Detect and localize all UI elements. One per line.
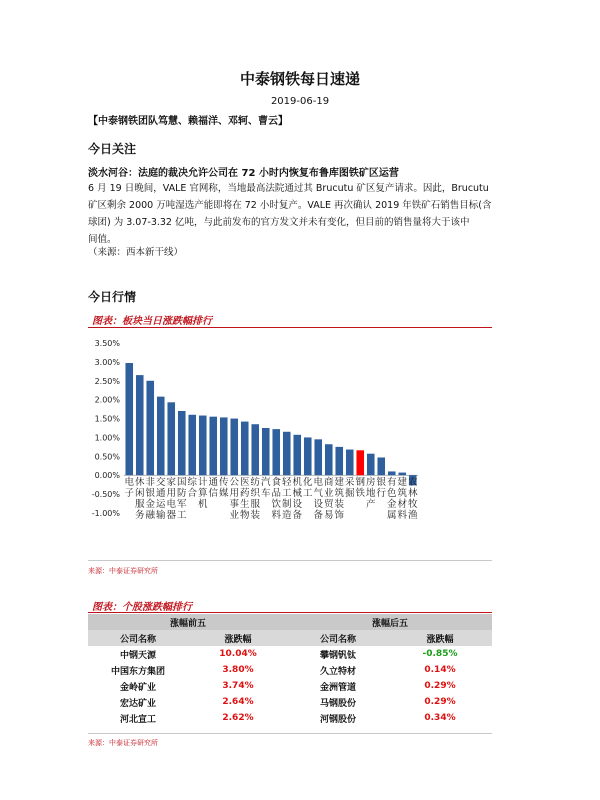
bottom-stock-name: 久立特材 — [319, 666, 356, 677]
bottom-stock-name: 攀钢钒钛 — [319, 650, 356, 661]
y-tick-label: 3.00% — [94, 357, 120, 367]
report-authors: 【中泰钢铁团队笃慧、赖福洋、邓轲、曹云】 — [88, 116, 288, 127]
bar-公用事业 — [230, 419, 238, 476]
category-label: 建筑材料 — [397, 477, 408, 522]
table-row — [88, 678, 492, 694]
table-title: 图表：个股涨跌幅排行 — [92, 602, 192, 613]
focus-line: 间值。 — [88, 234, 117, 245]
table-row — [88, 694, 492, 710]
bottom-stock-change: 0.34% — [424, 713, 456, 723]
y-tick-label: 0.00% — [94, 471, 120, 481]
table-column-header — [88, 630, 492, 646]
top-stock-change: 2.62% — [222, 713, 254, 723]
bar-汽车 — [262, 428, 270, 475]
table-group-header — [88, 614, 492, 630]
category-label: 有色金属 — [386, 477, 397, 522]
top-stock-change: 2.64% — [222, 697, 254, 707]
top-stock-change: 10.04% — [219, 649, 257, 659]
bar-家用电器 — [167, 402, 175, 475]
y-tick-label: -0.50% — [91, 490, 120, 500]
category-label: 传媒 — [218, 477, 229, 500]
bar-纺织服装 — [251, 424, 259, 475]
focus-paragraph — [88, 180, 518, 248]
bar-建筑装饰 — [335, 447, 343, 475]
y-tick-label: 2.50% — [94, 376, 120, 386]
bar-国防军工 — [178, 411, 186, 475]
stock-change-table — [88, 614, 492, 726]
category-label: 纺织服装 — [250, 477, 261, 522]
focus-headline: 淡水河谷：法庭的裁决允许公司在 72 小时内恢复布鲁库图铁矿区运营 — [88, 168, 399, 179]
top-stock-name: 中国东方集团 — [110, 666, 165, 677]
table-row — [88, 646, 492, 662]
bar-轻工制造 — [283, 432, 291, 475]
bar-建筑材料 — [398, 473, 406, 476]
report-date: 2019-06-19 — [270, 96, 330, 107]
focus-line: 球团) 为 3.07-3.32 亿吨，与此前发布的官方发文并未有变化，但目前的销售量将大于该中 — [88, 217, 470, 228]
bar-计算机 — [199, 416, 207, 476]
top-stock-name: 中钢天源 — [119, 650, 156, 661]
category-label: 国防军工 — [176, 477, 187, 522]
y-tick-label: 3.50% — [94, 339, 120, 348]
y-tick-label: 2.00% — [94, 395, 120, 405]
category-label: 汽车 — [260, 477, 271, 500]
bar-交通运输 — [157, 397, 165, 476]
chart-source: 来源：中泰证券研究所 — [88, 567, 158, 575]
bottom-stock-change: 0.14% — [424, 665, 456, 675]
bar-商业贸易 — [325, 444, 333, 475]
category-label: 房地产 — [365, 477, 376, 511]
category-label: 化工 — [302, 477, 313, 500]
col-name-header: 公司名称 — [288, 630, 388, 646]
y-tick-label: 1.50% — [94, 414, 120, 424]
bar-非银金融 — [146, 381, 154, 475]
bar-机械设备 — [293, 435, 301, 475]
category-label: 交通运输 — [155, 477, 166, 522]
bar-综合 — [188, 415, 196, 475]
table-source: 来源：中泰证券研究所 — [88, 739, 158, 747]
bar-医药生物 — [241, 422, 249, 476]
category-label: 休闲服务 — [134, 477, 145, 522]
category-label: 计算机 — [197, 477, 208, 511]
chart-bottom-rule — [88, 560, 492, 561]
category-label: 轻工制造 — [281, 477, 292, 522]
col-name-header: 公司名称 — [88, 630, 188, 646]
bar-传媒 — [220, 417, 228, 475]
sector-bar-chart — [88, 335, 492, 530]
chart-title: 图表：板块当日涨跌幅排行 — [92, 316, 212, 327]
y-tick-label: 1.00% — [94, 433, 120, 443]
category-label: 电气设备 — [313, 477, 324, 522]
category-label: 电子 — [124, 477, 135, 500]
bar-化工 — [304, 437, 312, 475]
y-tick-label: -1.00% — [91, 509, 120, 518]
category-label: 公用事业 — [229, 477, 240, 522]
table-row — [88, 662, 492, 678]
bottom-stock-name: 河钢股份 — [319, 714, 356, 725]
chart-top-rule — [88, 327, 492, 328]
focus-heading: 今日关注 — [88, 142, 137, 156]
bar-电子 — [125, 363, 133, 475]
top-stock-name: 宏达矿业 — [119, 698, 156, 709]
bar-电气设备 — [314, 439, 322, 475]
category-label: 食品饮料 — [271, 477, 282, 522]
category-label: 医药生物 — [239, 477, 250, 522]
col-change-header: 涨跌幅 — [188, 630, 288, 646]
bar-采掘 — [346, 450, 354, 476]
table-top-rule — [88, 612, 492, 613]
report-title: 中泰钢铁每日速递 — [239, 70, 360, 88]
top-stock-name: 金岭矿业 — [119, 682, 156, 693]
top-stock-name: 河北宣工 — [119, 714, 156, 725]
table-bottom-rule — [88, 733, 492, 734]
group-top-label: 涨幅前五 — [88, 614, 288, 630]
focus-line: 6 月 19 日晚间，VALE 官网称，当地最高法院通过其 Brucutu 矿区复产请求。因此，Brucutu — [88, 183, 489, 194]
top-stock-change: 3.74% — [222, 681, 254, 691]
category-label: 家用电器 — [166, 477, 177, 522]
focus-line: 矿区剩余 2000 万吨湿选产能即将在 72 小时复产。VALE 再次确认 2019 年铁矿石销售目标(含 — [88, 200, 492, 211]
bar-房地产 — [367, 454, 375, 476]
category-label: 采掘 — [344, 477, 355, 500]
bar-钢铁 — [356, 450, 364, 475]
focus-source: （来源：西本新干线） — [88, 247, 184, 258]
category-label: 综合 — [187, 477, 198, 500]
bar-通信 — [209, 417, 217, 476]
bar-有色金属 — [388, 471, 396, 475]
category-label: 非银金融 — [145, 477, 156, 522]
bottom-stock-change: 0.29% — [424, 697, 456, 707]
y-tick-label: 0.50% — [94, 452, 120, 462]
bottom-stock-name: 金洲管道 — [319, 682, 356, 693]
group-bottom-label: 涨幅后五 — [288, 614, 492, 630]
market-heading: 今日行情 — [88, 290, 137, 304]
bottom-stock-change: -0.85% — [422, 649, 458, 659]
bottom-stock-name: 马钢股份 — [319, 698, 356, 709]
category-label: 机械设备 — [292, 477, 303, 522]
top-stock-change: 3.80% — [222, 665, 254, 675]
table-row — [88, 710, 492, 726]
category-label: 钢铁 — [355, 477, 366, 500]
category-label: 商业贸易 — [323, 477, 334, 522]
col-change-header: 涨跌幅 — [388, 630, 492, 646]
category-label: 通信 — [208, 477, 219, 500]
category-label: 银行 — [376, 477, 387, 500]
category-label: 建筑装饰 — [334, 477, 345, 522]
category-label: 农林牧渔 — [407, 477, 418, 522]
bottom-stock-change: 0.29% — [424, 681, 456, 691]
bar-休闲服务 — [136, 375, 144, 475]
bar-食品饮料 — [272, 429, 280, 475]
bar-银行 — [377, 457, 385, 475]
